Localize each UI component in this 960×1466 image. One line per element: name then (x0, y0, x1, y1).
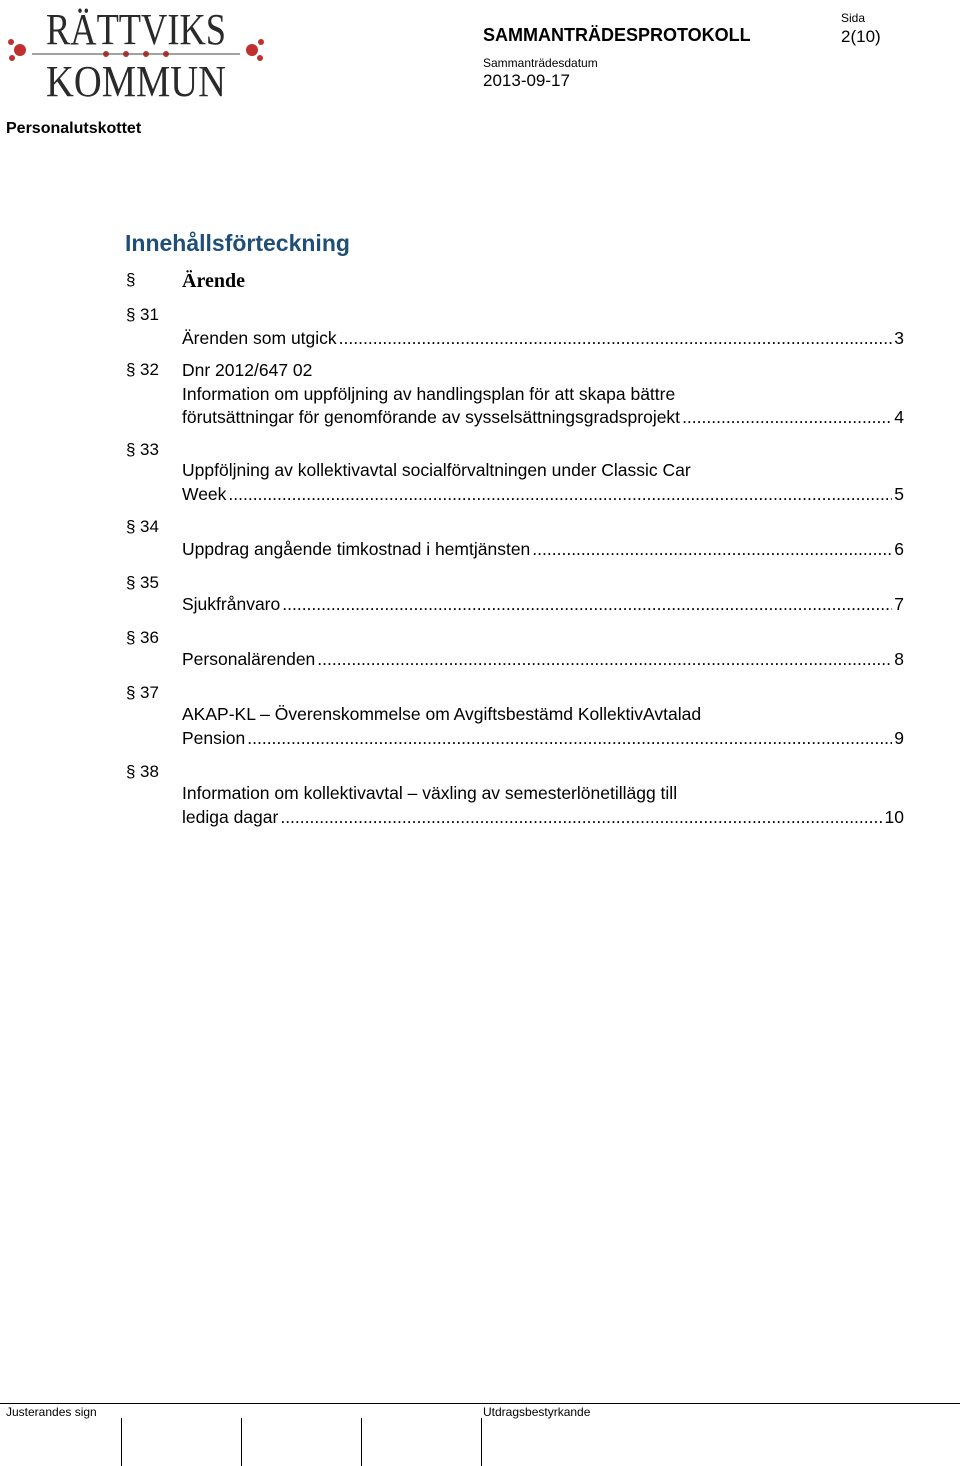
toc-entry-title: lediga dagar (182, 806, 279, 827)
paragraph-symbol: § (126, 573, 136, 592)
toc-entry-text: Dnr 2012/647 02 (182, 360, 313, 380)
paragraph-symbol: § (126, 440, 136, 459)
toc-entry[interactable] (182, 782, 904, 829)
toc-entry-text: Uppföljning av kollektivavtal socialförvaltningen under Classic Car (182, 460, 691, 480)
meeting-date-label: Sammanträdesdatum (483, 56, 598, 70)
dot-leader (228, 483, 892, 507)
toc-page-number: 9 (894, 727, 904, 748)
paragraph-symbol: § (126, 762, 136, 781)
toc-entry-number: 34 (140, 517, 159, 536)
toc-entry[interactable] (182, 593, 904, 617)
toc-page-number: 7 (894, 594, 904, 614)
paragraph-symbol: § (126, 270, 136, 289)
toc-entry[interactable] (182, 459, 904, 506)
toc-entry-text: AKAP-KL – Överenskommelse om Avgiftsbestämd KollektivAvtalad (182, 704, 702, 724)
dot-leader (282, 593, 892, 617)
dot-leader (247, 727, 892, 751)
page-number: 2(10) (841, 27, 881, 46)
paragraph-symbol: § (126, 305, 136, 324)
toc-entry[interactable] (182, 327, 904, 351)
toc-entry[interactable] (182, 359, 904, 430)
toc-entry-title: Week (182, 483, 227, 504)
svg-text:RÄTTVIKS: RÄTTVIKS (46, 5, 226, 54)
committee-name: Personalutskottet (6, 120, 142, 137)
toc-entry-line (182, 538, 904, 562)
paragraph-symbol: § (126, 683, 136, 702)
toc-entry-title: Ärenden som utgick (182, 328, 337, 348)
dot-leader (532, 538, 892, 562)
toc-entry[interactable] (182, 538, 904, 562)
toc-page-number: 5 (894, 483, 904, 504)
toc-entry-line (182, 727, 904, 751)
toc-entry-line (182, 648, 904, 672)
toc-entry-title: Uppdrag angående timkostnad i hemtjänsten (182, 539, 531, 559)
toc-column-label: Ärende (182, 270, 245, 292)
toc-entry-number: 36 (140, 628, 159, 647)
footer-divider (0, 1403, 960, 1404)
toc-entry-title: Personalärenden (182, 649, 316, 669)
toc-entry-number: 32 (140, 360, 159, 379)
toc-entry-line (182, 327, 904, 351)
toc-page-number: 6 (894, 539, 904, 559)
toc-entry-text: Information om kollektivavtal – växling av semesterlönetillägg till (182, 783, 678, 803)
paragraph-symbol: § (126, 628, 136, 647)
toc-entry-number: 33 (140, 440, 159, 459)
signature-box-divider (481, 1418, 482, 1466)
toc-entry-number: 38 (140, 762, 159, 781)
svg-text:KOMMUN: KOMMUN (46, 57, 226, 100)
toc-entry-number: 35 (140, 573, 159, 592)
municipality-logo (4, 4, 268, 100)
signature-box-divider (121, 1418, 122, 1466)
toc-entry[interactable] (182, 648, 904, 672)
toc-page-number: 4 (894, 407, 904, 427)
page-label: Sida (841, 11, 866, 25)
toc-entry-number: 37 (140, 683, 159, 702)
dot-leader (339, 327, 893, 351)
dot-leader (317, 648, 892, 672)
toc-entry-number: 31 (140, 305, 159, 324)
toc-entry-line (182, 593, 904, 617)
footer-extract-label: Utdragsbestyrkande (483, 1405, 591, 1419)
toc-entry-line (182, 406, 904, 430)
toc-entry-line (182, 806, 904, 830)
signature-box-divider (241, 1418, 242, 1466)
dot-leader (280, 806, 882, 830)
footer-sign-label: Justerandes sign (6, 1405, 97, 1419)
signature-box-divider (361, 1418, 362, 1466)
toc-entry[interactable] (182, 703, 904, 750)
paragraph-symbol: § (126, 517, 136, 536)
paragraph-symbol: § (126, 360, 136, 379)
toc-entry-line (182, 483, 904, 507)
toc-entry-title: Sjukfrånvaro (182, 594, 281, 614)
document-type: SAMMANTRÄDESPROTOKOLL (483, 25, 751, 45)
toc-page-number: 10 (884, 806, 904, 827)
toc-title: Innehållsförteckning (125, 230, 350, 256)
dot-leader (682, 406, 892, 430)
toc-page-number: 3 (894, 328, 904, 348)
toc-entry-title: förutsättningar för genomförande av sysselsättningsgradsprojekt (182, 407, 681, 427)
toc-page-number: 8 (894, 649, 904, 669)
toc-entry-title: Pension (182, 727, 246, 748)
meeting-date: 2013-09-17 (483, 71, 570, 90)
toc-entry-text: Information om uppföljning av handlingsplan för att skapa bättre (182, 383, 676, 404)
